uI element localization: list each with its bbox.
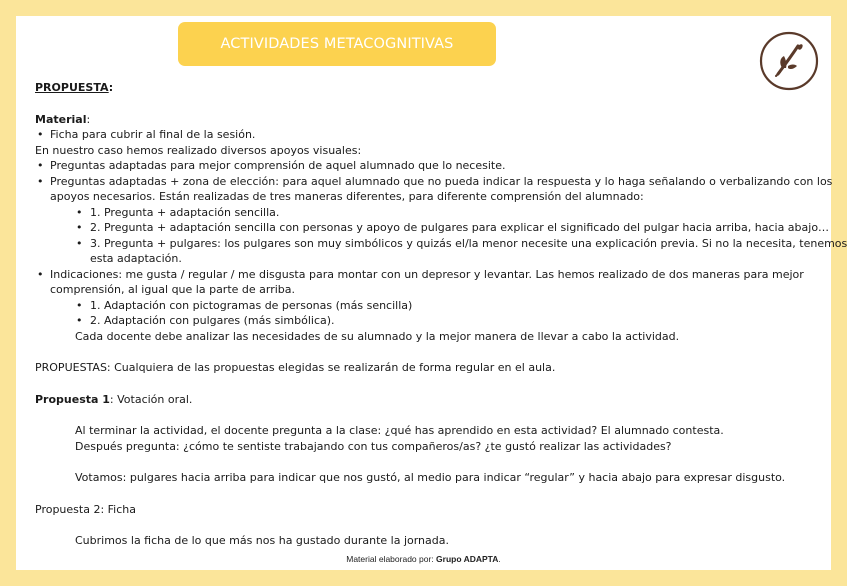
paragraph: Cada docente debe analizar las necesidades de su alumnado y la mejor manera de llevar a cabo la actividad.: [75, 329, 680, 343]
page-title: ACTIVIDADES METACOGNITIVAS: [220, 36, 454, 52]
paragraph: Cubrimos la ficha de lo que más nos ha gustado durante la jornada.: [75, 534, 449, 547]
sub-list-item: • 1. Adaptación con pictogramas de personas (más sencilla): [35, 298, 815, 314]
footer-credit: Material elaborado por: Grupo ADAPTA.: [346, 554, 501, 564]
document-page: [16, 16, 847, 570]
paragraph: Después pregunta: ¿cómo te sentiste trabajando con tus compañeros/as? ¿te gustó realizar las actividades?: [75, 439, 672, 453]
sub-list-item-continuation: esta adaptación.: [90, 252, 182, 265]
list-item: • Preguntas adaptadas + zona de elección: para aquel alumnado que no pueda indicar la respuesta y lo haga señalando o verbalizando con los: [35, 174, 815, 190]
list-item: • Ficha para cubrir al final de la sesión.: [35, 127, 815, 143]
list-item-continuation: comprensión, al igual que la parte de arriba.: [50, 283, 296, 296]
document-body: [35, 80, 847, 549]
sub-list-item: • 3. Pregunta + pulgares: los pulgares son muy simbólicos y quizás el/la menor necesite una explicación previa. Si no la necesita, tenemos: [35, 236, 815, 252]
propuesta-1-heading: Propuesta 1: Votación oral.: [35, 392, 193, 406]
material-heading: Material:: [35, 112, 91, 126]
title-banner: [178, 22, 496, 66]
sub-list-item: • 1. Pregunta + adaptación sencilla.: [35, 205, 815, 221]
list-item: • Preguntas adaptadas para mejor comprensión de aquel alumnado que lo necesite.: [35, 158, 815, 174]
sub-list-item: • 2. Adaptación con pulgares (más simbólica).: [35, 313, 815, 329]
propuesta-2-heading: Propuesta 2: Ficha: [35, 502, 136, 516]
paragraph: PROPUESTAS: Cualquiera de las propuestas elegidas se realizarán de forma regular en el aula.: [35, 361, 556, 374]
list-item-continuation: apoyos necesarios. Están realizadas de tres maneras diferentes, para diferente comprensión del alumnado:: [50, 190, 644, 203]
propuesta-heading: PROPUESTA:: [35, 81, 114, 94]
paragraph: Votamos: pulgares hacia arriba para indicar que nos gustó, al medio para indicar “regular” y hacia abajo para expresar disgusto.: [75, 471, 786, 484]
sub-list-item: • 2. Pregunta + adaptación sencilla con personas y apoyo de pulgares para explicar el significado del pulgar hacia arriba, hacia abajo…: [35, 220, 815, 236]
list-item: • Indicaciones: me gusta / regular / me disgusta para montar con un depresor y levantar. Las hemos realizado de dos maneras para mejor: [35, 267, 815, 283]
paragraph: En nuestro caso hemos realizado diversos apoyos visuales:: [35, 143, 362, 157]
paragraph: Al terminar la actividad, el docente pregunta a la clase: ¿qué has aprendido en esta actividad? El alumnado contesta.: [75, 424, 724, 437]
